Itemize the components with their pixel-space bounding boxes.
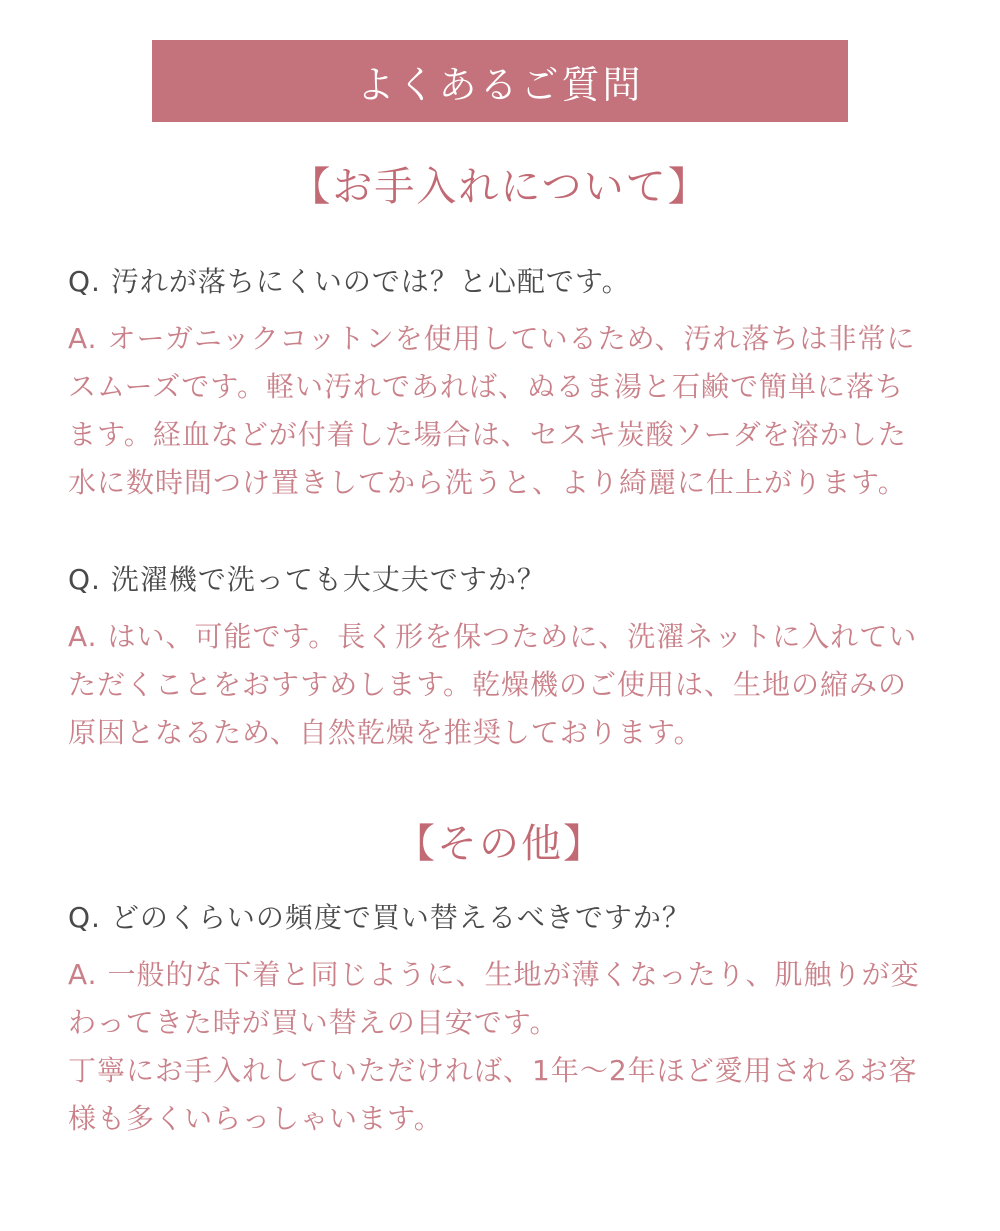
page-title: よくあるご質問 (356, 62, 644, 107)
answer-line: A. オーガニックコットンを使用しているため、汚れ落ちは非常に (68, 322, 916, 355)
answer-line: ます。経血などが付着した場合は、セスキ炭酸ソーダを溶かした (68, 418, 907, 451)
answer-line: 原因となるため、自然乾燥を推奨しております。 (68, 716, 703, 749)
faq-question-stains: Q. 汚れが落ちにくいのでは？と心配です。 (68, 265, 631, 298)
answer-line: A. はい、可能です。長く形を保つために、洗濯ネットに入れてい (68, 620, 918, 653)
answer-line: スムーズです。軽い汚れであれば、ぬるま湯と石鹸で簡単に落ち (68, 370, 904, 403)
answer-line: A. 一般的な下着と同じように、生地が薄くなったり、肌触りが変 (68, 958, 920, 991)
answer-line: 丁寧にお手入れしていただければ、1年〜2年ほど愛用されるお客 (68, 1054, 918, 1087)
answer-line: わってきた時が買い替えの目安です。 (68, 1006, 559, 1039)
faq-answer-replacement (68, 951, 948, 1143)
faq-answer-washing-machine (68, 613, 948, 757)
answer-line: ただくことをおすすめします。乾燥機のご使用は、生地の縮みの (68, 668, 908, 701)
faq-question-replacement: Q. どのくらいの頻度で買い替えるべきですか？ (68, 901, 691, 934)
section-heading-other: 【その他】 (395, 821, 605, 867)
answer-line: 水に数時間つけ置きしてから洗うと、より綺麗に仕上がります。 (68, 466, 907, 499)
section-heading-care: 【お手入れについて】 (290, 164, 710, 210)
page-title-banner (152, 40, 848, 122)
faq-question-washing-machine: Q. 洗濯機で洗っても大丈夫ですか？ (68, 563, 546, 596)
answer-line: 様も多くいらっしゃいます。 (68, 1102, 443, 1135)
faq-answer-stains (68, 315, 948, 507)
